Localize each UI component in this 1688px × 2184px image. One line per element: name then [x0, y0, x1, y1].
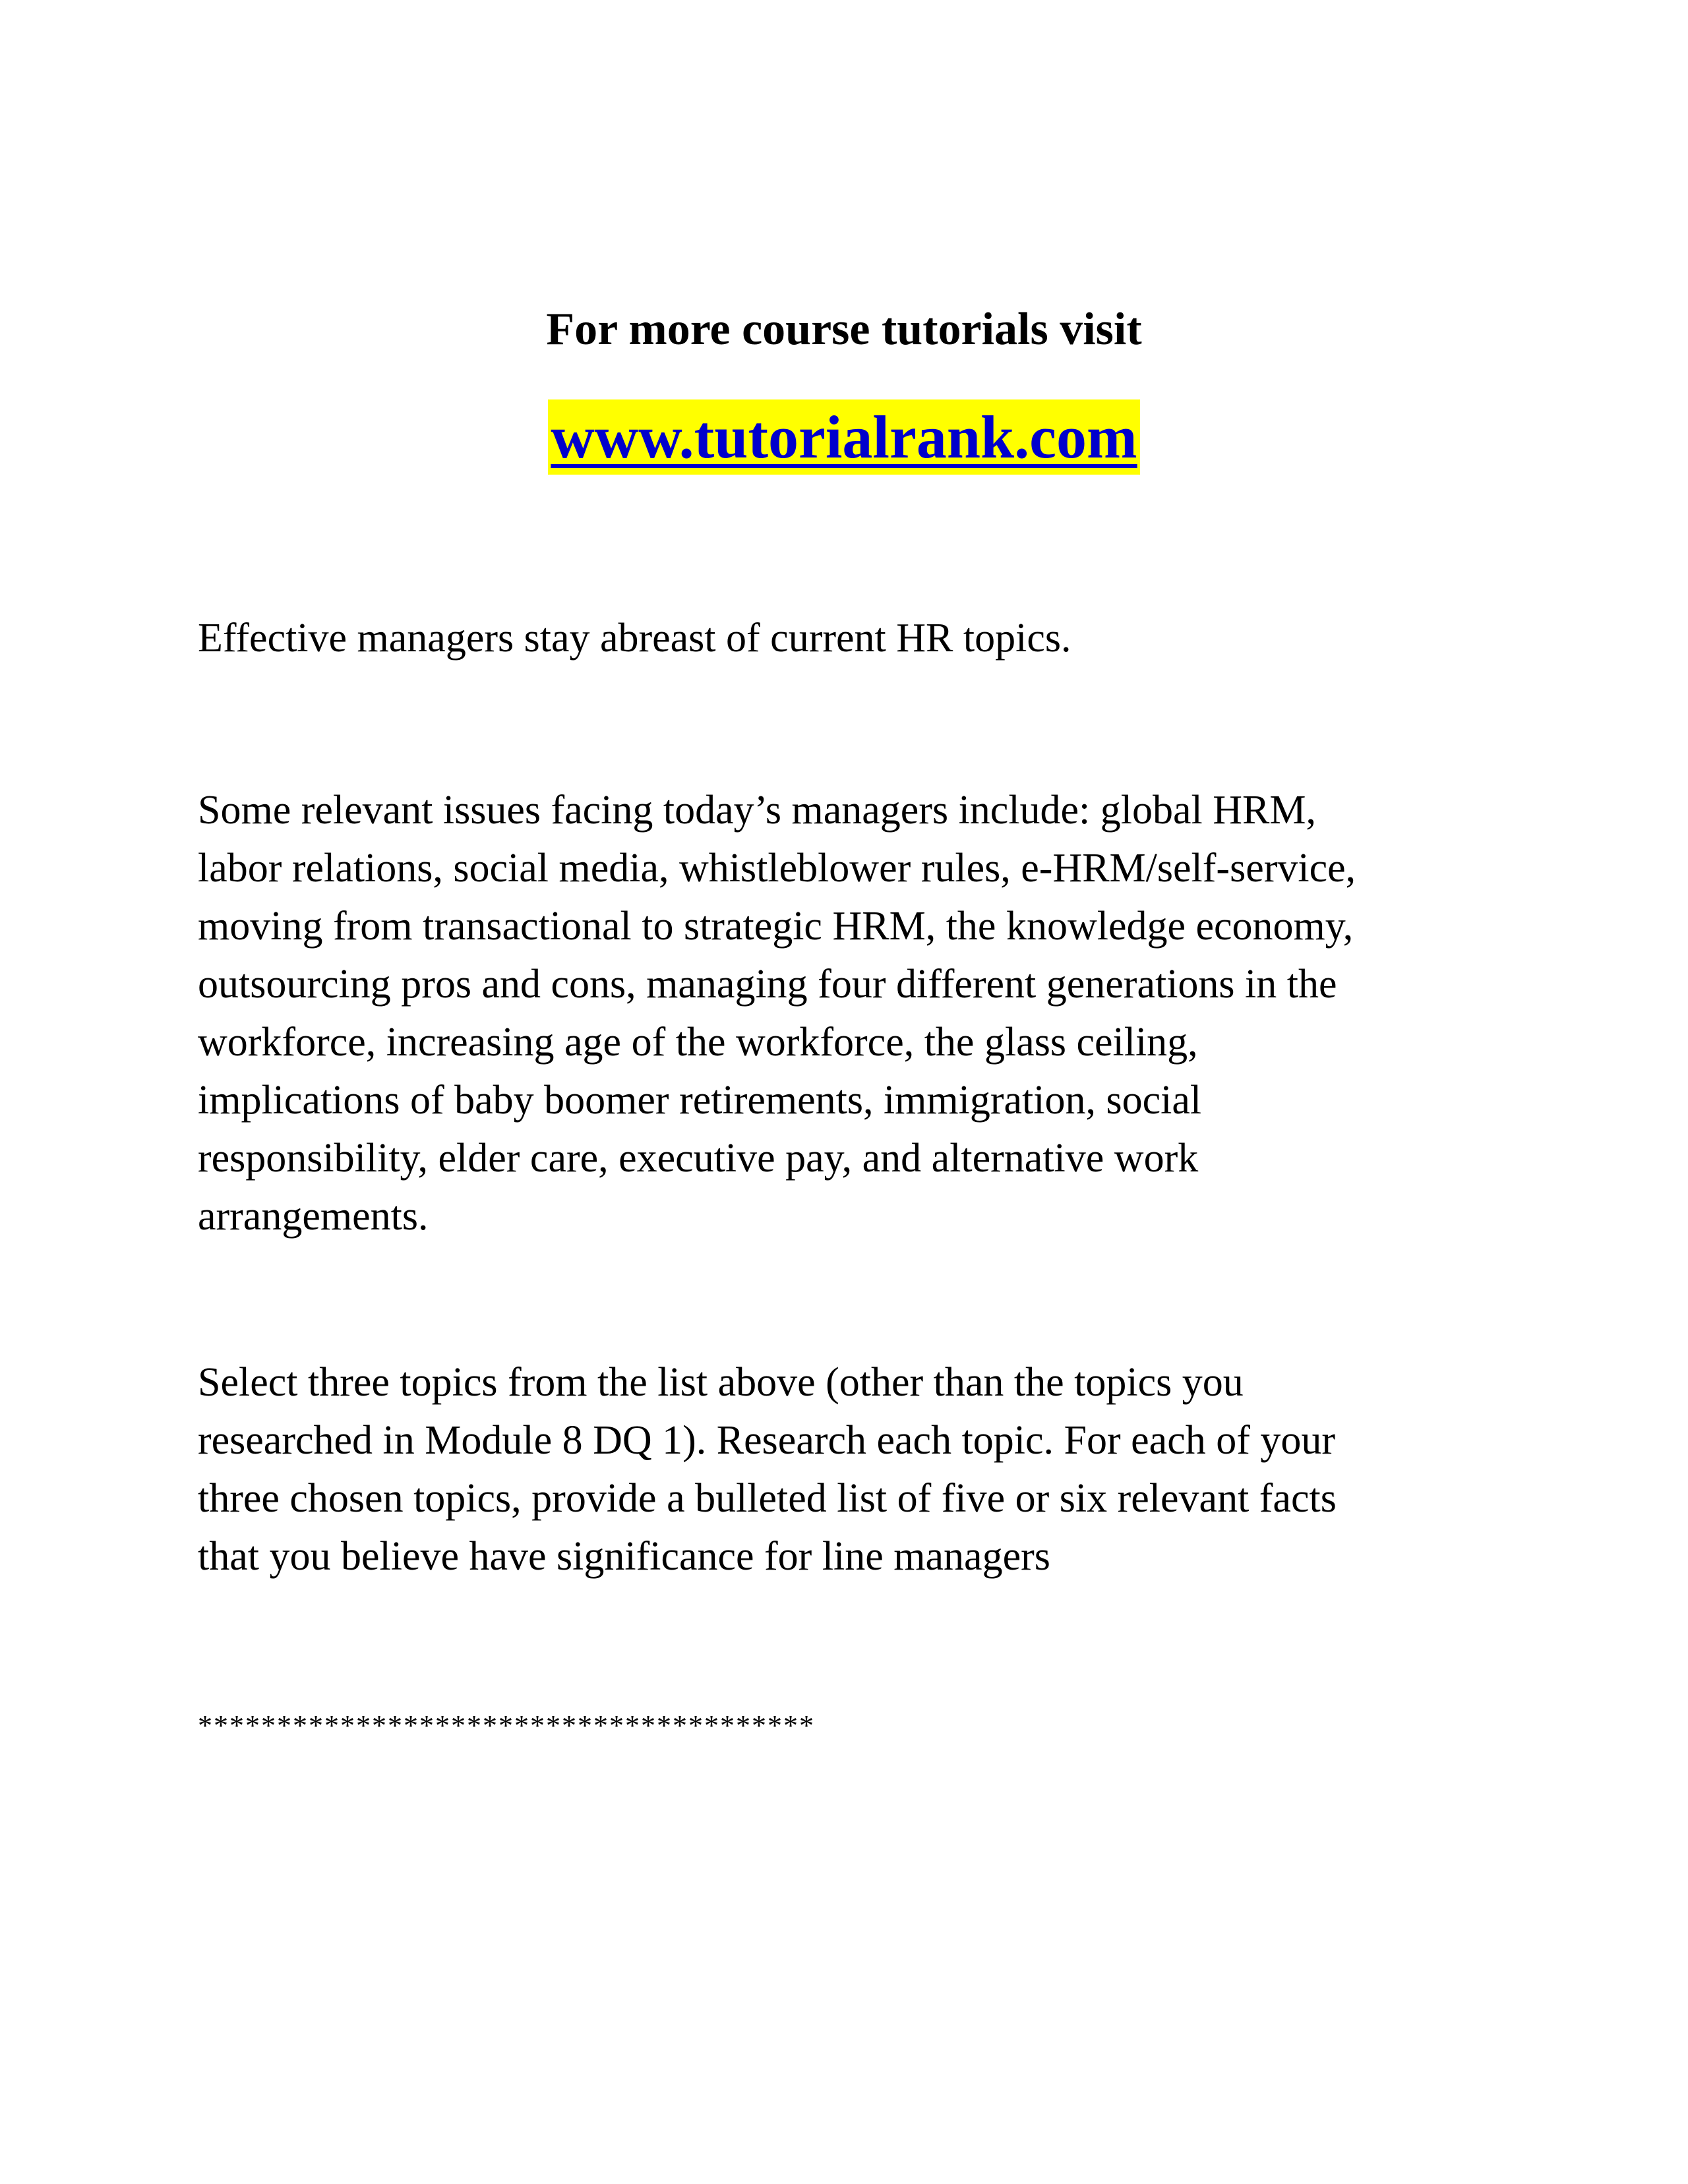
tutorial-site-link[interactable]: www.tutorialrank.com: [548, 399, 1139, 475]
header-link-container: [0, 399, 1688, 475]
task-line: Select three topics from the list above (other than the topics you: [198, 1360, 1244, 1405]
issues-paragraph: [198, 781, 1490, 1245]
issues-line: moving from transactional to strategic HRM, the knowledge economy,: [198, 904, 1354, 949]
issues-line: implications of baby boomer retirements, immigration, social: [198, 1078, 1202, 1123]
issues-line: responsibility, elder care, executive pay, and alternative work: [198, 1136, 1199, 1181]
issues-line: arrangements.: [198, 1194, 429, 1239]
task-line: that you believe have significance for line managers: [198, 1534, 1050, 1579]
issues-line: labor relations, social media, whistleblower rules, e-HRM/self-service,: [198, 846, 1356, 891]
header-title: For more course tutorials visit: [546, 304, 1142, 355]
intro-paragraph: Effective managers stay abreast of current HR topics.: [198, 616, 1071, 661]
issues-line: Some relevant issues facing today’s managers include: global HRM,: [198, 788, 1317, 833]
task-line: three chosen topics, provide a bulleted list of five or six relevant facts: [198, 1476, 1337, 1521]
issues-line: outsourcing pros and cons, managing four different generations in the: [198, 962, 1337, 1007]
task-line: researched in Module 8 DQ 1). Research each topic. For each of your: [198, 1418, 1336, 1463]
issues-line: workforce, increasing age of the workforce, the glass ceiling,: [198, 1020, 1198, 1065]
asterisk-divider: ***************************************: [198, 1709, 815, 1742]
task-paragraph: [198, 1353, 1490, 1585]
